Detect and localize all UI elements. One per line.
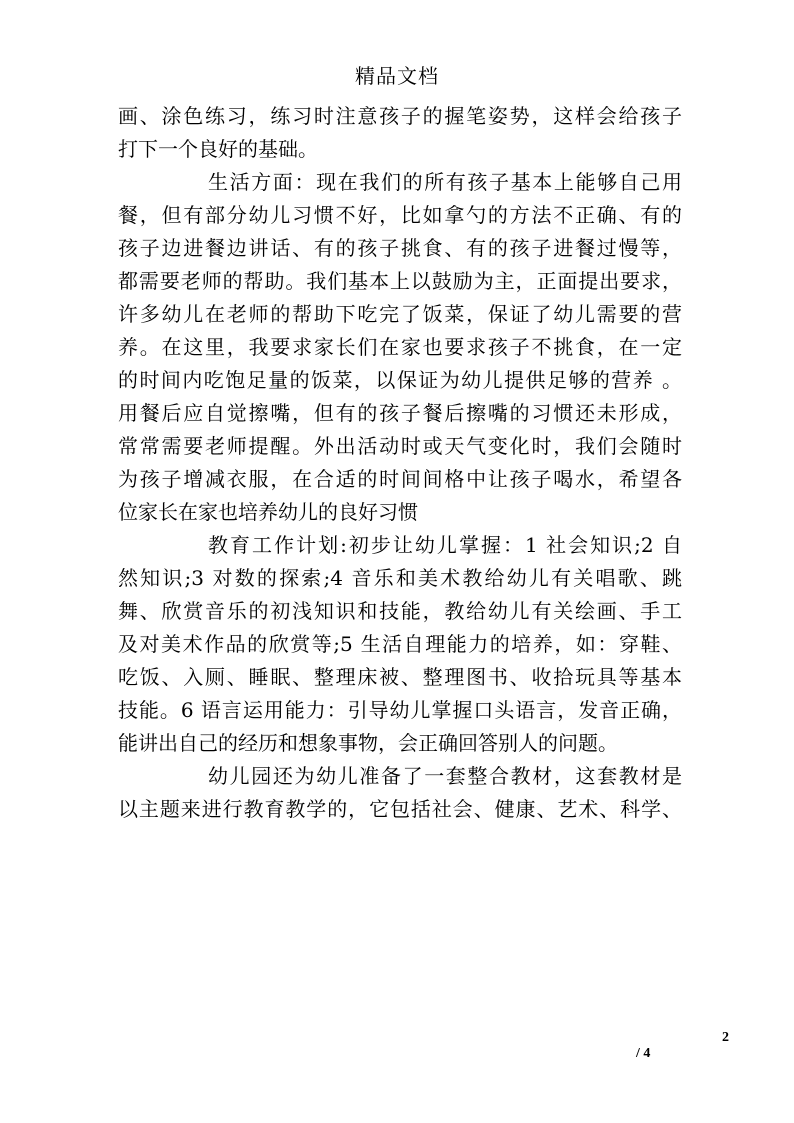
text-line: 吃饭、入厕、睡眠、整理床被、整理图书、收拾玩具等基本 <box>118 665 682 689</box>
text-line: 孩子边进餐边讲话、有的孩子挑食、有的孩子进餐过慢等， <box>118 236 682 260</box>
text-line: 以主题来进行教育教学的，它包括社会、健康、艺术、科学、 <box>118 797 682 821</box>
text-line: 幼儿园还为幼儿准备了一套整合教材，这套教材是 <box>208 764 682 788</box>
text-line: 许多幼儿在老师的帮助下吃完了饭菜，保证了幼儿需要的营 <box>118 302 682 326</box>
text-line: 然知识;3 对数的探索;4 音乐和美术教给幼儿有关唱歌、跳 <box>118 566 682 590</box>
text-line: 为孩子增减衣服，在合适的时间间格中让孩子喝水，希望各 <box>118 467 682 491</box>
text-line: 技能。6 语言运用能力：引导幼儿掌握口头语言，发音正确， <box>118 698 682 722</box>
text-line: 舞、欣赏音乐的初浅知识和技能，教给幼儿有关绘画、手工 <box>118 599 682 623</box>
text-line: 位家长在家也培养幼儿的良好习惯 <box>118 500 418 524</box>
text-line: 教育工作计划:初步让幼儿掌握：1 社会知识;2 自 <box>208 533 682 557</box>
text-line: 打下一个良好的基础。 <box>118 137 318 161</box>
document-body <box>118 100 682 826</box>
text-line: 能讲出自己的经历和想象事物，会正确回答别人的问题。 <box>118 731 618 755</box>
page-total: / 4 <box>636 1046 651 1061</box>
text-line: 养。在这里，我要求家长们在家也要求孩子不挑食，在一定 <box>118 335 682 359</box>
text-line: 餐，但有部分幼儿习惯不好，比如拿勺的方法不正确、有的 <box>118 203 682 227</box>
page-number: 2 <box>722 1030 729 1045</box>
text-line: 用餐后应自觉擦嘴，但有的孩子餐后擦嘴的习惯还未形成， <box>118 401 682 425</box>
text-line: 生活方面：现在我们的所有孩子基本上能够自己用 <box>208 170 682 194</box>
page-header-title: 精品文档 <box>355 64 439 88</box>
text-line: 画、涂色练习，练习时注意孩子的握笔姿势，这样会给孩子 <box>118 104 682 128</box>
text-line: 都需要老师的帮助。我们基本上以鼓励为主，正面提出要求， <box>118 269 682 293</box>
text-line: 及对美术作品的欣赏等;5 生活自理能力的培养，如：穿鞋、 <box>118 632 682 656</box>
text-line: 的时间内吃饱足量的饭菜，以保证为幼儿提供足够的营养 。 <box>118 368 682 392</box>
text-line: 常常需要老师提醒。外出活动时或天气变化时，我们会随时 <box>118 434 682 458</box>
